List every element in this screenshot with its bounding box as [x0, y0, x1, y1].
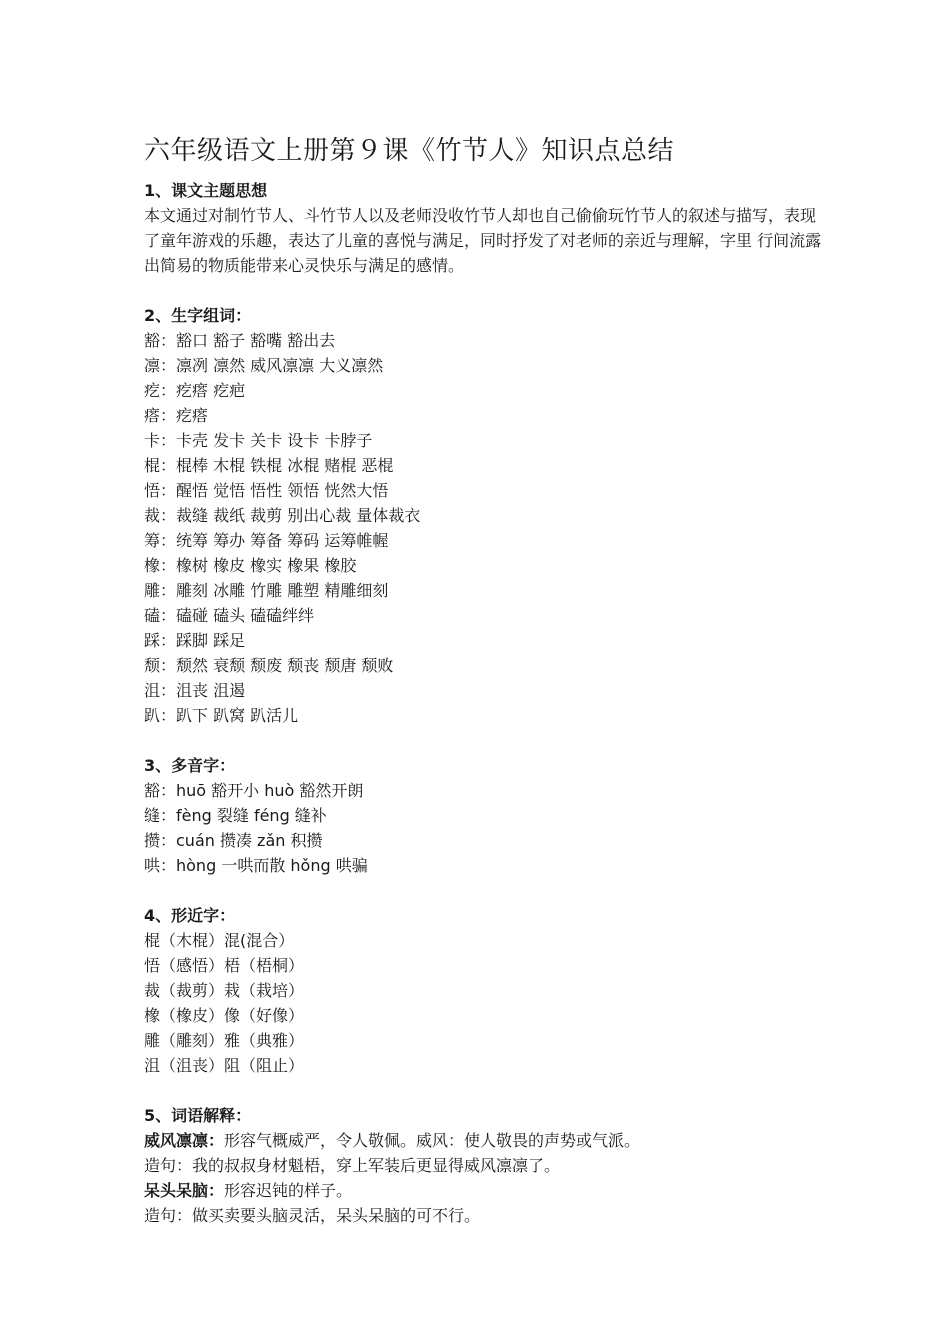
- vocab-line: 悟：醒悟 觉悟 悟性 领悟 恍然大悟: [144, 481, 389, 500]
- polyphone-line: 哄：hòng 一哄而散 hǒng 哄骗: [144, 856, 368, 875]
- similar-char-line: 沮（沮丧）阻（阻止）: [144, 1056, 305, 1075]
- definition-entry: [144, 1128, 824, 1153]
- vocab-line: 疙：疙瘩 疙疤: [144, 381, 246, 400]
- spacer: [144, 728, 824, 753]
- section-word-explanations: [144, 1103, 824, 1228]
- section-similar-chars: [144, 903, 824, 1078]
- vocab-line: 筹：统筹 筹办 筹备 筹码 运筹帷幄: [144, 531, 389, 550]
- definition-entry: [144, 1178, 824, 1203]
- spacer: [144, 278, 824, 303]
- vocab-line: 瘩：疙瘩: [144, 406, 209, 425]
- vocab-line: 卡：卡壳 发卡 关卡 设卡 卡脖子: [144, 431, 373, 450]
- section-theme: [144, 178, 824, 278]
- section-heading: 4、形近字：: [144, 906, 236, 925]
- definition: 形容迟钝的样子。: [224, 1181, 353, 1200]
- vocab-line: 棍：棍棒 木棍 铁棍 冰棍 赌棍 恶棍: [144, 456, 394, 475]
- similar-char-line: 雕（雕刻）雅（典雅）: [144, 1031, 305, 1050]
- section-polyphones: [144, 753, 824, 878]
- section-heading: 2、生字组词：: [144, 306, 252, 325]
- spacer: [144, 1078, 824, 1103]
- definition: 形容气概威严，令人敬佩。威风：使人敬畏的声势或气派。: [224, 1131, 641, 1150]
- similar-char-line: 悟（感悟）梧（梧桐）: [144, 956, 305, 975]
- vocab-line: 颓：颓然 衰颓 颓废 颓丧 颓唐 颓败: [144, 656, 394, 675]
- section-heading: 5、词语解释：: [144, 1106, 252, 1125]
- section-vocabulary: [144, 303, 824, 728]
- term: 威风凛凛：: [144, 1131, 225, 1150]
- polyphone-line: 豁：huō 豁开小 huò 豁然开朗: [144, 781, 364, 800]
- vocab-line: 凛：凛冽 凛然 威风凛凛 大义凛然: [144, 356, 384, 375]
- polyphone-line: 缝：fèng 裂缝 féng 缝补: [144, 806, 327, 825]
- vocab-line: 橡：橡树 橡皮 橡实 橡果 橡胶: [144, 556, 357, 575]
- vocab-line: 雕：雕刻 冰雕 竹雕 雕塑 精雕细刻: [144, 581, 389, 600]
- similar-char-line: 棍（木棍）混(混合）: [144, 931, 295, 950]
- document-title: 六年级语文上册第９课《竹节人》知识点总结: [144, 136, 675, 166]
- similar-char-line: 裁（裁剪）栽（栽培）: [144, 981, 305, 1000]
- spacer: [144, 878, 824, 903]
- vocab-line: 沮：沮丧 沮遏: [144, 681, 246, 700]
- similar-char-line: 橡（橡皮）像（好像）: [144, 1006, 305, 1025]
- vocab-line: 趴：趴下 趴窝 趴活儿: [144, 706, 299, 725]
- example-sentence: 造句：我的叔叔身材魁梧，穿上军装后更显得威风凛凛了。: [144, 1156, 561, 1175]
- polyphone-line: 攒：cuán 攒凑 zǎn 积攒: [144, 831, 323, 850]
- term: 呆头呆脑：: [144, 1181, 225, 1200]
- vocab-line: 磕：磕碰 磕头 磕磕绊绊: [144, 606, 315, 625]
- section-heading: 1、课文主题思想: [144, 181, 268, 200]
- vocab-line: 裁：裁缝 裁纸 裁剪 别出心裁 量体裁衣: [144, 506, 421, 525]
- vocab-line: 豁：豁口 豁子 豁嘴 豁出去: [144, 331, 336, 350]
- example-sentence: 造句：做买卖要头脑灵活，呆头呆脑的可不行。: [144, 1206, 481, 1225]
- document-page: [144, 132, 824, 1228]
- section-heading: 3、多音字：: [144, 756, 236, 775]
- theme-paragraph: 本文通过对制竹节人、斗竹节人以及老师没收竹节人却也自己偷偷玩竹节人的叙述与描写，表现了童年游戏的乐趣，表达了儿童的喜悦与满足，同时抒发了对老师的亲近与理解，字里 行间流露出简易的物质能带来心灵快乐与满足的感情。: [144, 206, 822, 275]
- vocab-line: 踩：踩脚 踩足: [144, 631, 246, 650]
